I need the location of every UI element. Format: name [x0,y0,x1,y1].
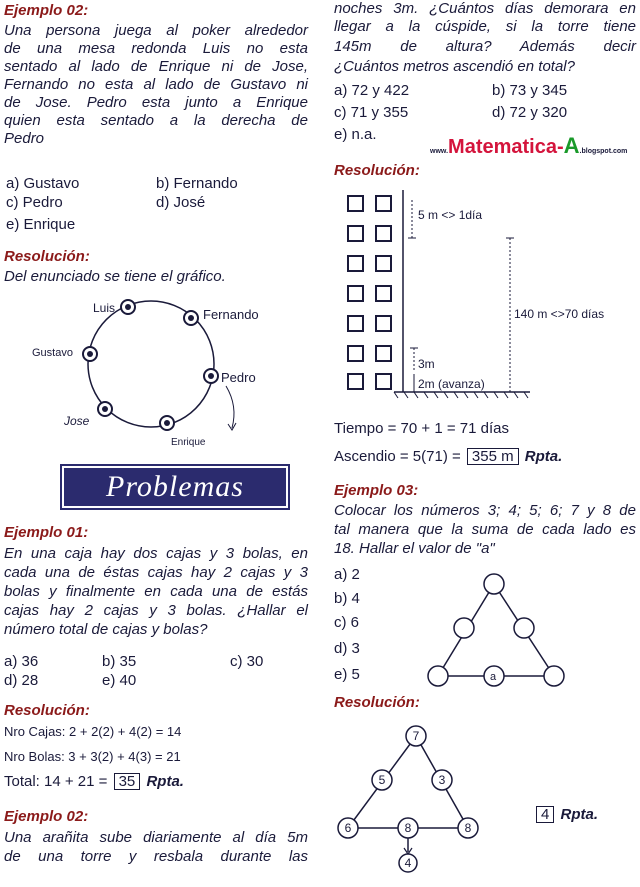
ej01-line: cada una de éstas cajas hay 2 cajas y 3 [4,564,308,581]
person-icon [83,347,97,361]
option-d: d) José [156,194,206,211]
total-prefix: Total: 14 + 21 = [4,773,108,790]
ej03-line: Colocar los números 3; 4; 5; 6; 7 y 8 de [334,502,636,519]
option-e: e) 5 [334,666,360,683]
tower-diagram [334,186,634,408]
option-a: a) 36 [4,653,39,670]
label-140m: 140 m <>70 días [514,307,605,321]
ej02-line: Una persona juega al poker alrededor [4,22,308,39]
ej01-line: cajas hay 2 cajas y 3 bolas. ¿Hallar el [4,602,308,619]
ej02b-cont-line: ¿Cuántos metros ascendió en total? [334,58,575,75]
node-right-mid: 3 [438,773,446,787]
resolucion-text: Del enunciado se tiene el gráfico. [4,268,226,285]
label-fernando: Fernando [203,307,259,322]
label-jose: Jose [64,414,90,428]
round-table-diagram [4,286,310,454]
final-answer-line [534,806,598,823]
problemas-varios-banner: Problemas Varios [60,464,290,510]
person-icon [204,369,218,383]
total-answer-box: 35 [114,773,141,790]
ej03-line: 18. Hallar el valor de "a" [334,540,495,557]
ejemplo-02b-title: Ejemplo 02: [4,808,89,825]
node-result: 4 [404,856,412,870]
person-icon [98,402,112,416]
label-pedro: Pedro [221,370,256,385]
total-line [4,773,184,790]
ej02-line: sentado al lado de Enrique ni de Jose, [4,58,308,75]
ej02b-cont-line: noches 3m. ¿Cuántos días demorara en [334,0,636,17]
solved-triangle-diagram [334,718,494,880]
final-answer-box: 4 [536,806,554,823]
option-c: c) 30 [230,653,264,670]
ej02-line: Pedro [4,130,45,147]
ej03-line: tal manera que la suma de cada lado es [334,521,636,538]
ejemplo-01-title: Ejemplo 01: [4,524,89,541]
option-a: a) Gustavo [6,175,80,192]
resolucion-title: Resolución: [334,162,420,179]
ascendio-line [334,448,562,465]
option-e: e) 40 [102,672,137,689]
tiempo-equation: Tiempo = 70 + 1 = 71 días [334,420,509,437]
node-left-mid: 5 [378,773,386,787]
resolucion-title: Resolución: [4,702,90,719]
rpta-label: Rpta. [560,806,599,823]
resolucion-title: Resolución: [334,694,420,711]
option-b: b) Fernando [156,175,238,192]
label-5m: 5 m <> 1día [418,208,483,222]
ej01-line: bolas y finalmente en cada una de estás [4,583,308,600]
ej02b-line: de una torre y resbala durante las [4,848,308,865]
ej02-line: de Jose. Pedro esta junto a Enrique [4,94,308,111]
option-d: d) 3 [334,640,360,657]
option-c: c) 6 [334,614,360,631]
node-bottom-left: 6 [344,821,352,835]
ejemplo-02-title: Ejemplo 02: [4,2,89,19]
bolas-equation: Nro Bolas: 3 + 3(2) + 4(3) = 21 [4,749,181,764]
label-luis: Luis [93,301,116,315]
person-icon [160,416,174,430]
option-e: e) Enrique [6,216,76,233]
option-a: a) 2 [334,566,360,583]
ej02-line: Fernando no esta al lado de Gustavo ni [4,76,308,93]
rpta-label: Rpta. [146,773,184,790]
ej01-line: número total de cajas y bolas? [4,621,208,638]
rpta-label: Rpta. [524,448,563,465]
ascendio-prefix: Ascendio = 5(71) = [334,448,461,465]
label-3m: 3m [418,357,435,371]
label-2m-avanza: 2m (avanza) [418,377,485,391]
resolucion-title: Resolución: [4,248,90,265]
label-gustavo: Gustavo [32,347,73,359]
option-e: e) n.a. [334,126,377,143]
ascendio-answer-box: 355 m [467,448,519,465]
person-icon [121,300,135,314]
node-bottom-mid: 8 [404,821,412,835]
option-d: d) 28 [4,672,39,689]
option-d: d) 72 y 320 [492,104,568,121]
option-a: a) 72 y 422 [334,82,410,99]
ejemplo-03-title: Ejemplo 03: [334,482,419,499]
ej02-line: quien esta sentado a la derecha de [4,112,308,129]
ej02b-line: Una arañita sube diariamente al día 5m [4,829,308,846]
option-c: c) Pedro [6,194,63,211]
node-bottom-right: 8 [464,821,472,835]
option-b: b) 35 [102,653,137,670]
ej02b-cont-line: llegar a la cúspide, si la torre tiene [334,18,636,35]
node-top: 7 [412,729,420,743]
option-c: c) 71 y 355 [334,104,409,121]
empty-triangle-diagram [414,564,574,696]
option-b: b) 73 y 345 [492,82,568,99]
ej01-line: En una caja hay dos cajas y 3 bolas, en [4,545,308,562]
label-enrique: Enrique [171,437,206,448]
option-b: b) 4 [334,590,360,607]
label-a: a [490,671,497,683]
person-icon [184,311,198,325]
ej02-line: de una mesa redonda Luis no esta [4,40,308,57]
ej02b-cont-line: 145m de altura? Además decir [334,38,636,55]
cajas-equation: Nro Cajas: 2 + 2(2) + 4(2) = 14 [4,724,182,739]
brand-watermark: www.Matematica-A.blogspot.com [430,133,628,158]
